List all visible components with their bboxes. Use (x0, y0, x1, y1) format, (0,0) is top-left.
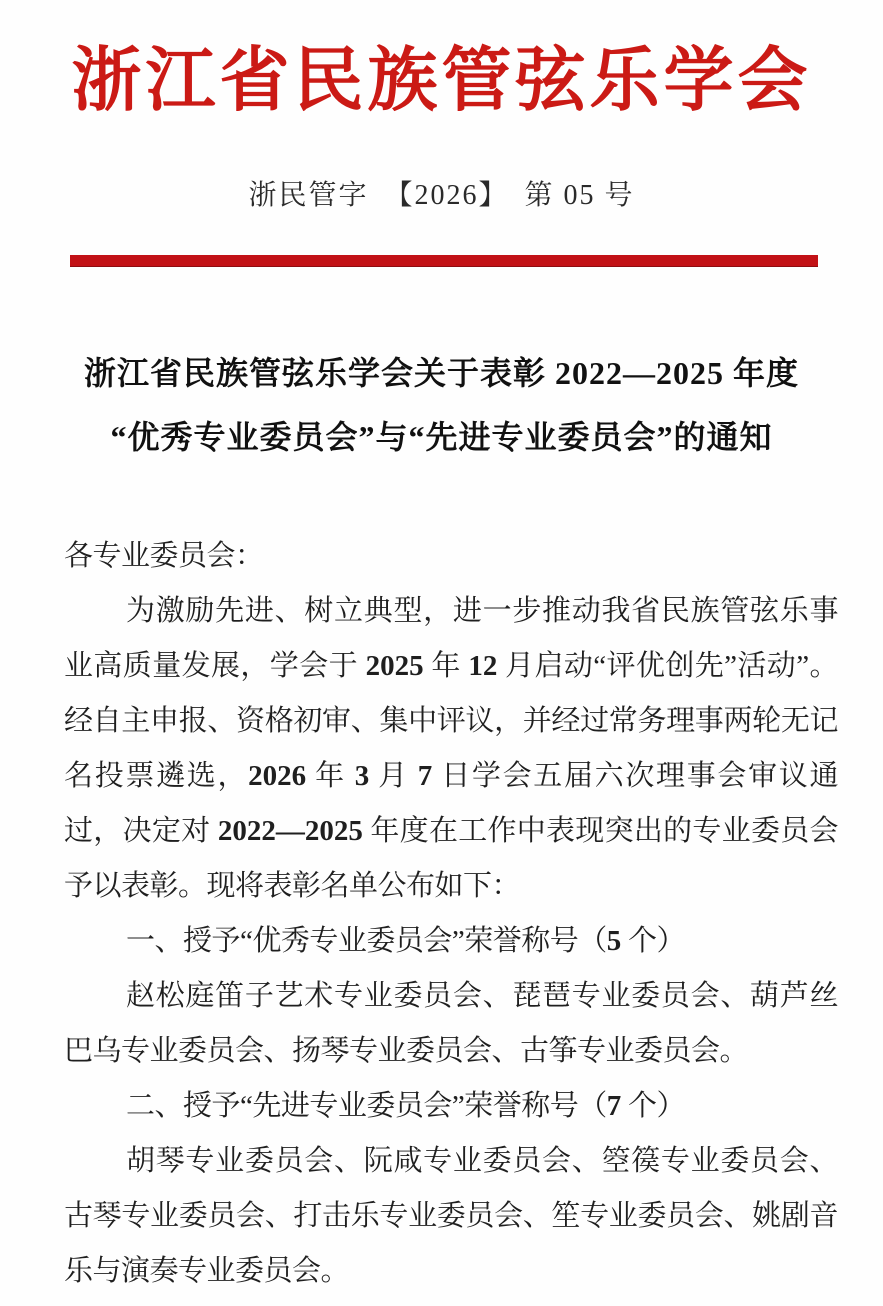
red-divider (70, 255, 818, 267)
notice-title (0, 341, 883, 469)
notice-title-line1: 浙江省民族管弦乐学会关于表彰 2022—2025 年度 (83, 355, 799, 391)
body-paragraph: 胡琴专业委员会、阮咸专业委员会、箜篌专业委员会、古琴专业委员会、打击乐专业委员会、笙专业委员会、姚剧音乐与演奏专业委员会。 (64, 1145, 838, 1287)
doc-number: 浙民管字 【2026】 第 05 号 (248, 180, 635, 211)
body-paragraph: 为激励先进、树立典型，进一步推动我省民族管弦乐事业高质量发展，学会于 2025 年 12 月启动“评优创先”活动”。经自主申报、资格初审、集中评议，并经过常务理事两轮无记名投票遴选，2026 年 3 月 7 日学会五届六次理事会审议通过，决定对 2022—2025 年度在工作中表现突出的专业委员会予以表彰。现将表彰名单公布如下： (64, 595, 838, 902)
notice-body (64, 529, 838, 1299)
notice-title-line2: “优秀专业委员会”与“先进专业委员会”的通知 (110, 419, 773, 455)
paragraph-list (64, 584, 838, 1299)
org-title: 浙江省民族管弦乐学会 (71, 43, 812, 120)
body-paragraph: 二、授予“先进专业委员会”荣誉称号（7 个） (126, 1090, 686, 1122)
body-paragraph: 赵松庭笛子艺术专业委员会、琵琶专业委员会、葫芦丝巴乌专业委员会、扬琴专业委员会、古筝专业委员会。 (64, 980, 838, 1067)
letterhead (0, 42, 883, 214)
salutation: 各专业委员会： (64, 540, 264, 572)
body-paragraph: 一、授予“优秀专业委员会”荣誉称号（5 个） (126, 925, 686, 957)
